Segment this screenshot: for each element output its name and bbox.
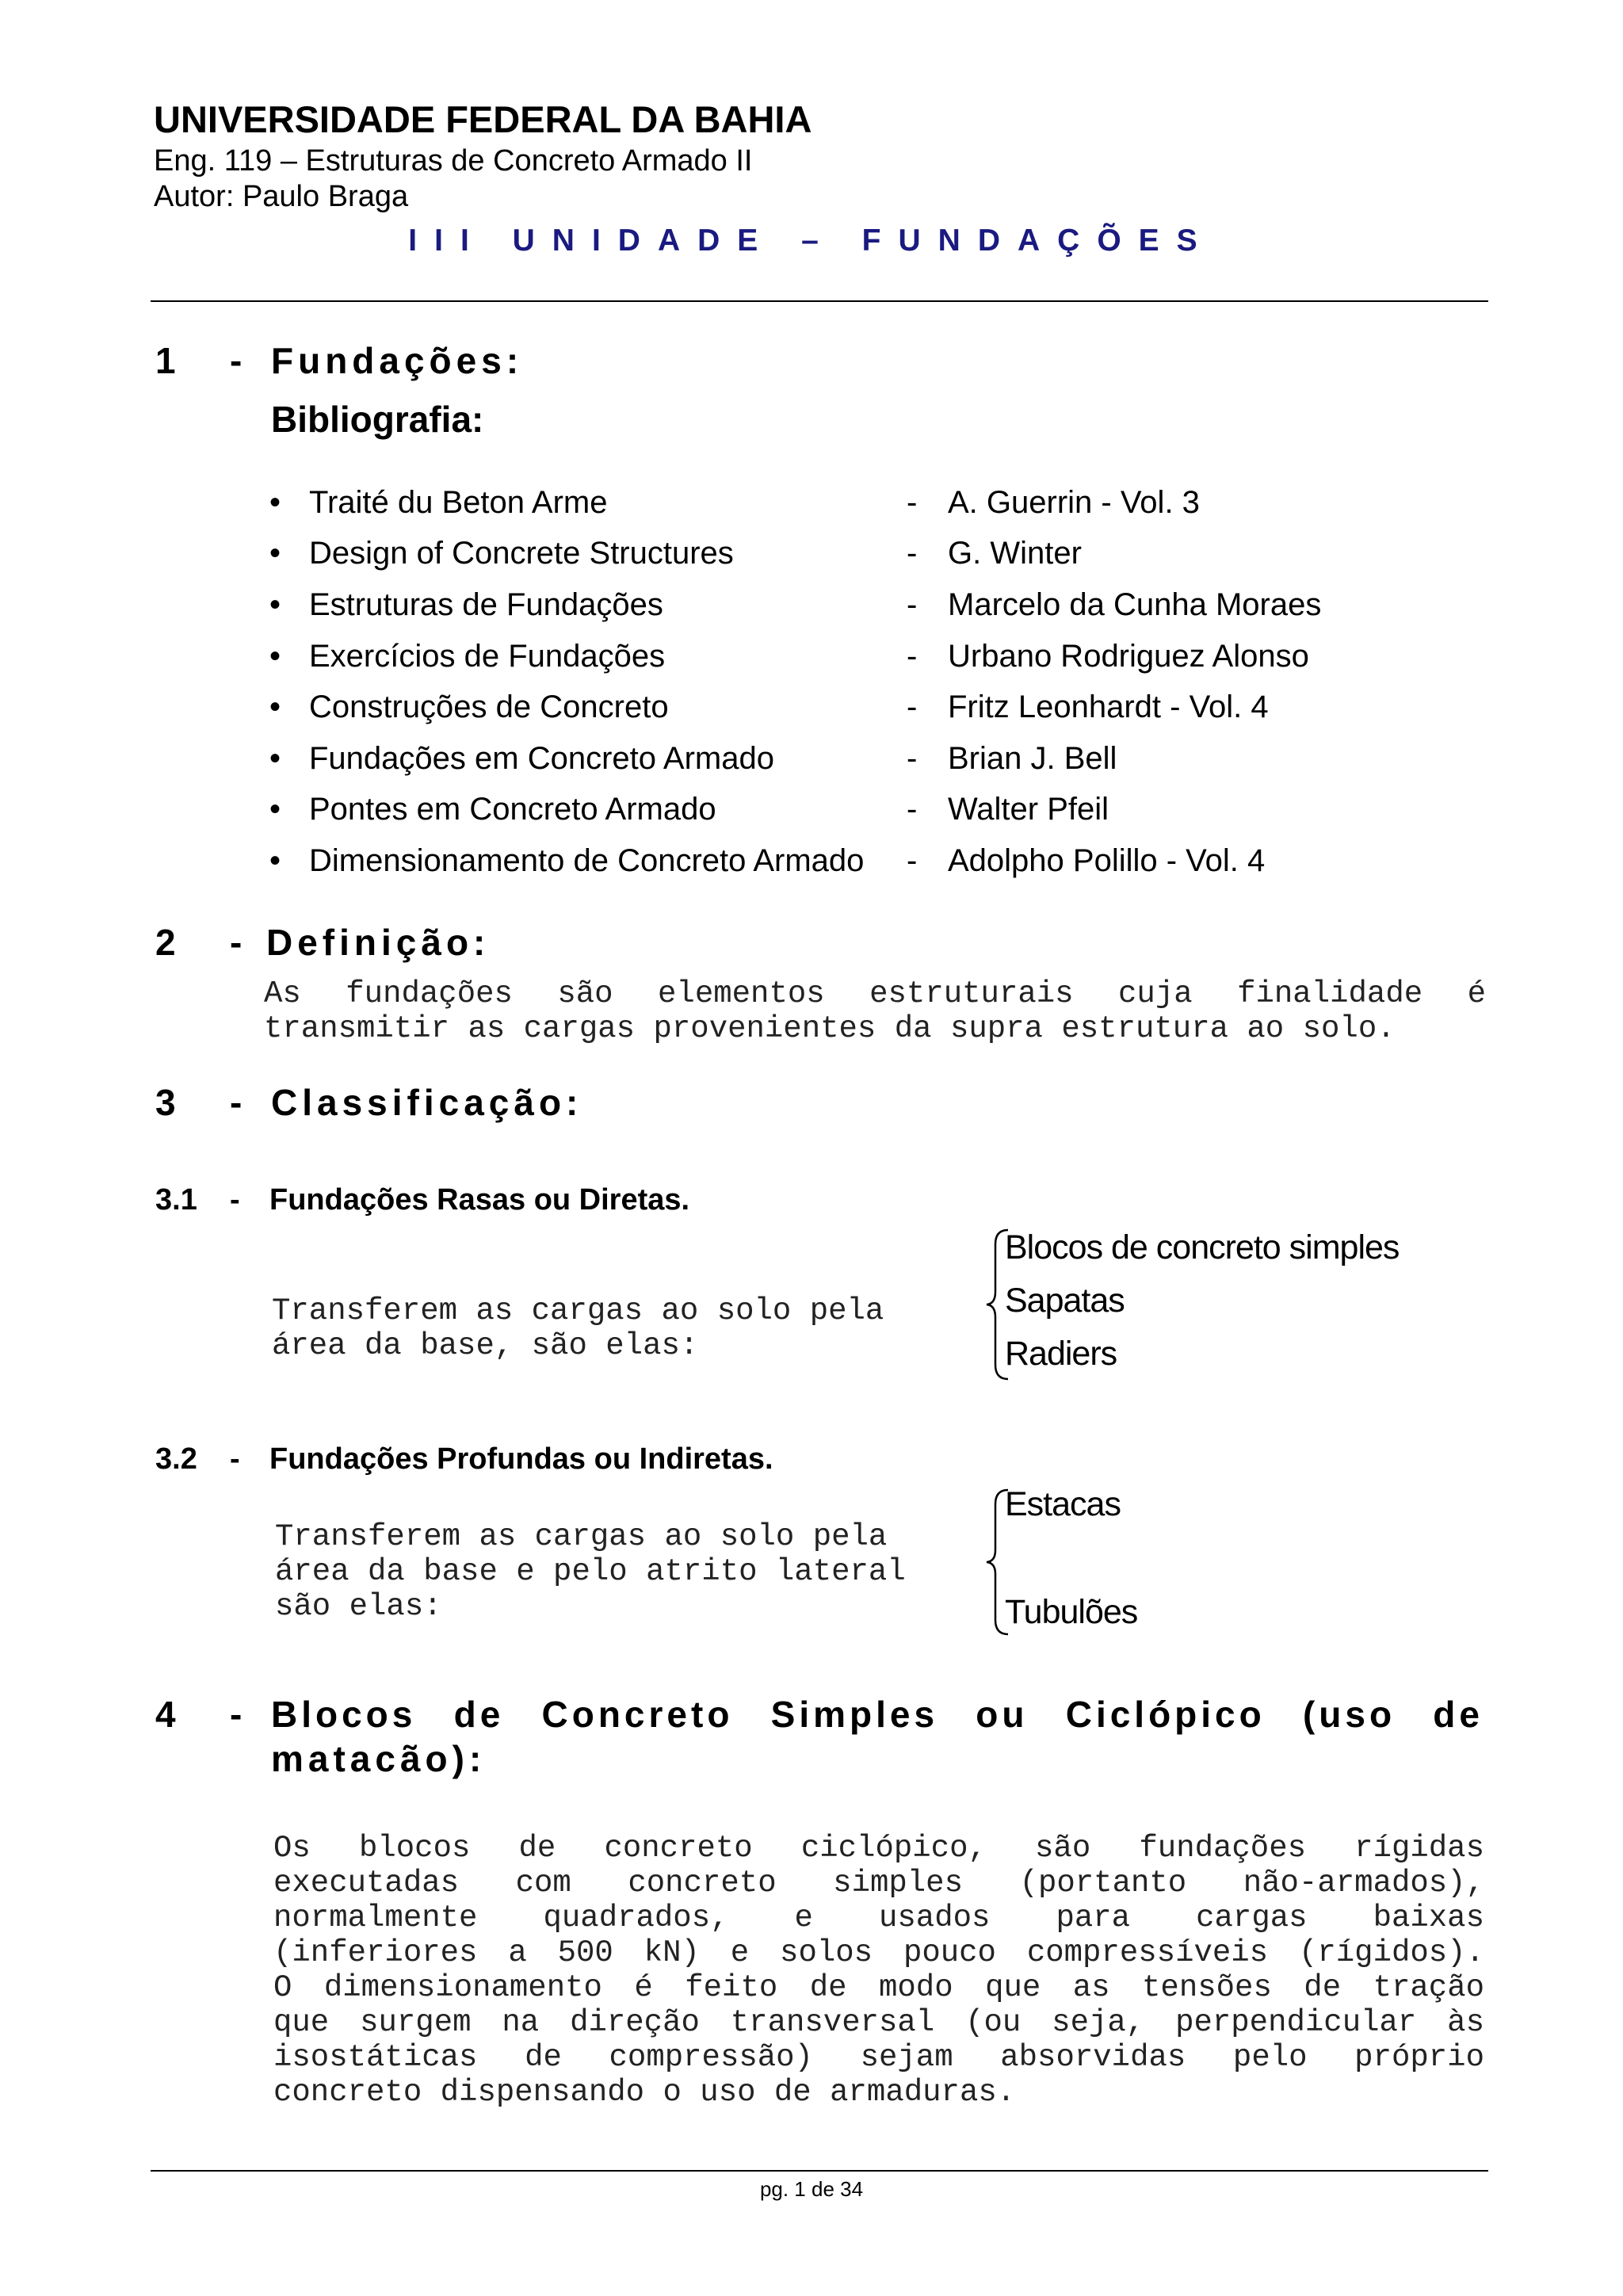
bibliography-dash: - xyxy=(907,536,918,571)
bibliography-title: Estruturas de Fundações xyxy=(309,587,663,622)
paragraph-line: que surgem na direção transversal (ou seja, perpendicular às xyxy=(273,2005,1484,2040)
paragraph-line: Os blocos de concreto ciclópico, são fundações rígidas xyxy=(273,1831,1484,1866)
bibliography-dash: - xyxy=(907,690,918,724)
bibliography-title: Dimensionamento de Concreto Armado xyxy=(309,843,865,878)
bibliography-title: Fundações em Concreto Armado xyxy=(309,741,774,776)
author-name: Autor: Paulo Braga xyxy=(154,180,409,213)
paragraph-line: concreto dispensando o uso de armaduras. xyxy=(273,2075,1016,2110)
university-name: UNIVERSIDADE FEDERAL DA BAHIA xyxy=(154,98,812,140)
bullet-icon: • xyxy=(269,485,281,520)
paragraph-line: (inferiores a 500 kN) e solos pouco compressíveis (rígidos). xyxy=(273,1935,1484,1970)
bibliography-title: Design of Concrete Structures xyxy=(309,536,734,571)
section-4-title-line-2: matacão): xyxy=(271,1738,487,1779)
deep-foundation-type: Tubulões xyxy=(1005,1593,1138,1631)
paragraph-line: normalmente quadrados, e usados para cargas baixas xyxy=(273,1901,1484,1935)
subsection-3-2-dash: - xyxy=(230,1442,240,1476)
definition-line-2: transmitir as cargas provenientes da supra estrutura ao solo. xyxy=(264,1011,1396,1046)
bibliography-dash: - xyxy=(907,485,918,520)
bibliography-heading: Bibliografia: xyxy=(271,399,484,440)
bibliography-author: A. Guerrin - Vol. 3 xyxy=(948,485,1200,520)
section-1-title: Fundações: xyxy=(271,340,524,381)
bullet-icon: • xyxy=(269,690,281,724)
section-3-dash: - xyxy=(230,1082,242,1123)
bibliography-author: Fritz Leonhardt - Vol. 4 xyxy=(948,690,1269,724)
section-2-dash: - xyxy=(230,922,242,963)
bibliography-title: Exercícios de Fundações xyxy=(309,639,666,674)
bibliography-title: Construções de Concreto xyxy=(309,690,669,724)
subsection-3-2-text-line: são elas: xyxy=(275,1589,442,1624)
bibliography-dash: - xyxy=(907,741,918,776)
bullet-icon: • xyxy=(269,536,281,571)
subsection-3-1-number: 3.1 xyxy=(155,1183,197,1217)
bullet-icon: • xyxy=(269,741,281,776)
bullet-icon: • xyxy=(269,843,281,878)
subsection-3-2-title: Fundações Profundas ou Indiretas. xyxy=(269,1442,773,1476)
bullet-icon: • xyxy=(269,792,281,827)
section-3-title: Classificação: xyxy=(271,1082,583,1123)
course-name: Eng. 119 – Estruturas de Concreto Armado II xyxy=(154,144,753,178)
section-1-number: 1 xyxy=(155,340,176,381)
paragraph-line: isostáticas de compressão) sejam absorvidas pelo próprio xyxy=(273,2040,1484,2075)
subsection-3-1-dash: - xyxy=(230,1183,240,1217)
section-2-title: Definição: xyxy=(266,922,491,963)
page-number: pg. 1 de 34 xyxy=(759,2177,864,2201)
deep-foundation-type: Estacas xyxy=(1005,1485,1121,1523)
bibliography-title: Pontes em Concreto Armado xyxy=(309,792,716,827)
subsection-3-2-text-line: área da base e pelo atrito lateral xyxy=(275,1554,906,1589)
header-rule xyxy=(151,300,1488,302)
subsection-3-1-text-line: Transferem as cargas ao solo pela xyxy=(272,1293,884,1328)
bullet-icon: • xyxy=(269,587,281,622)
subsection-3-1-text-line: área da base, são elas: xyxy=(272,1328,699,1363)
bibliography-author: G. Winter xyxy=(948,536,1082,571)
section-4-number: 4 xyxy=(155,1694,176,1735)
bibliography-author: Brian J. Bell xyxy=(948,741,1117,776)
bibliography-author: Walter Pfeil xyxy=(948,792,1109,827)
definition-line-1: As fundações são elementos estruturais cuja finalidade é xyxy=(264,976,1486,1011)
section-2-number: 2 xyxy=(155,922,176,963)
section-4-dash: - xyxy=(230,1694,242,1735)
section-1-dash: - xyxy=(230,340,242,381)
section-3-number: 3 xyxy=(155,1082,176,1123)
bibliography-author: Adolpho Polillo - Vol. 4 xyxy=(948,843,1266,878)
footer-rule xyxy=(151,2170,1488,2172)
bibliography-dash: - xyxy=(907,843,918,878)
paragraph-line: executadas com concreto simples (portanto não-armados), xyxy=(273,1866,1484,1901)
bibliography-author: Urbano Rodriguez Alonso xyxy=(948,639,1309,674)
shallow-foundation-type: Radiers xyxy=(1005,1335,1117,1373)
shallow-foundation-type: Sapatas xyxy=(1005,1282,1125,1320)
bibliography-title: Traité du Beton Arme xyxy=(309,485,608,520)
bibliography-author: Marcelo da Cunha Moraes xyxy=(948,587,1322,622)
section-4-title-line-1: Blocos de Concreto Simples ou Ciclópico (uso de xyxy=(271,1694,1484,1735)
subsection-3-1-title: Fundações Rasas ou Diretas. xyxy=(269,1183,690,1217)
bibliography-dash: - xyxy=(907,639,918,674)
shallow-foundation-type: Blocos de concreto simples xyxy=(1005,1228,1400,1266)
bibliography-dash: - xyxy=(907,587,918,622)
subsection-3-2-number: 3.2 xyxy=(155,1442,197,1476)
unit-title: III UNIDADE – FUNDAÇÕES xyxy=(408,223,1215,258)
paragraph-line: O dimensionamento é feito de modo que as tensões de tração xyxy=(273,1970,1484,2005)
bibliography-dash: - xyxy=(907,792,918,827)
subsection-3-2-text-line: Transferem as cargas ao solo pela xyxy=(275,1519,888,1554)
bullet-icon: • xyxy=(269,639,281,674)
